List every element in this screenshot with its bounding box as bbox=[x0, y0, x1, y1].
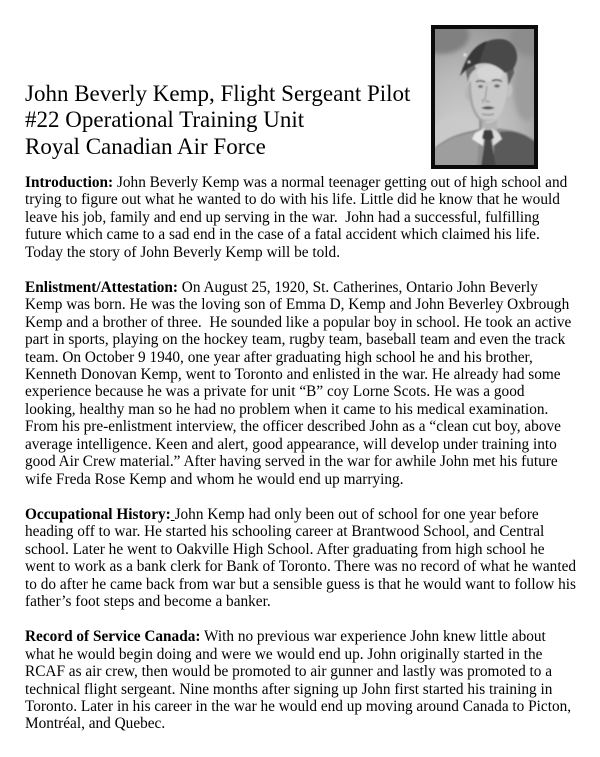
paragraph-enlistment-attestation bbox=[25, 279, 578, 488]
portrait-photo-image bbox=[435, 29, 534, 165]
paragraph-text: John Beverly Kemp was a normal teenager getting out of high school and trying to figure out what he wanted to do with his life. Little did he know that he would leave his job, family and end up serving in the war. John had a successful, fulfilling future which came to a sad end in the case of a fatal accident which claimed his life. Today the story of John Beverly Kemp will be told. bbox=[25, 174, 572, 261]
title-line-3: Royal Canadian Air Force bbox=[25, 133, 266, 159]
paragraph-introduction bbox=[25, 174, 578, 261]
section-heading-introduction: Introduction: bbox=[25, 174, 114, 191]
paragraph-text: With no previous war experience John knew little about what he would begin doing and were we would end up. John originally started in the RCAF as air crew, then would be promoted to air gunner and lastly was promoted to a technical flight sergeant. Nine months after signing up John first started his training in Toronto. Later in his career in the war he would end up moving around Canada to Picton, Montréal, and Quebec. bbox=[25, 628, 575, 733]
section-heading-occupational-history: Occupational History: bbox=[25, 505, 171, 523]
title-line-2: #22 Operational Training Unit bbox=[25, 107, 305, 133]
paragraph-text: John Kemp had only been out of school for one year before heading off to war. He started his schooling career at Brantwood School, and Central school. Later he went to Oakville High School. After graduating from high school he went to work as a bank clerk for Bank of Toronto. There was no record of what he wanted to do after he came back from war but a sensible guess is that he would want to follow his father’s foot steps and become a banker. bbox=[25, 505, 580, 610]
document-title bbox=[25, 81, 410, 160]
title-line-1: John Beverly Kemp, Flight Sergeant Pilot bbox=[25, 81, 411, 106]
paragraph-text: On August 25, 1920, St. Catherines, Ontario John Beverly Kemp was born. He was the loving son of Emma D, Kemp and John Beverley Oxbrough Kemp and a brother of three. He sounded like a popular boy in school. He took an active part in sports, playing on the hockey team, rugby team, baseball team and even the track team. On October 9 1940, one year after graduating high school he and his brother, Kenneth Donovan Kemp, went to Toronto and enlisted in the war. He already had some experience because he was a private for unit “B” coy Lorne Scots. He was a good looking, healthy man so he had no problem when it came to his medical examination. From his pre-enlistment interview, the officer described John as a “clean cut boy, above average intelligence. Keen and alert, good appearance, will develop under training into good Air Crew material.” After having served in the war for awhile John met his future wife Freda Rose Kemp and whom he would end up marrying. bbox=[25, 279, 576, 488]
paragraph-occupational-history bbox=[25, 506, 578, 610]
document-body bbox=[25, 174, 578, 751]
portrait-photo bbox=[431, 25, 538, 169]
paragraph-record-of-service bbox=[25, 628, 578, 732]
section-heading-enlistment-attestation: Enlistment/Attestation: bbox=[25, 279, 178, 297]
section-heading-record-of-service: Record of Service Canada: bbox=[25, 628, 201, 646]
